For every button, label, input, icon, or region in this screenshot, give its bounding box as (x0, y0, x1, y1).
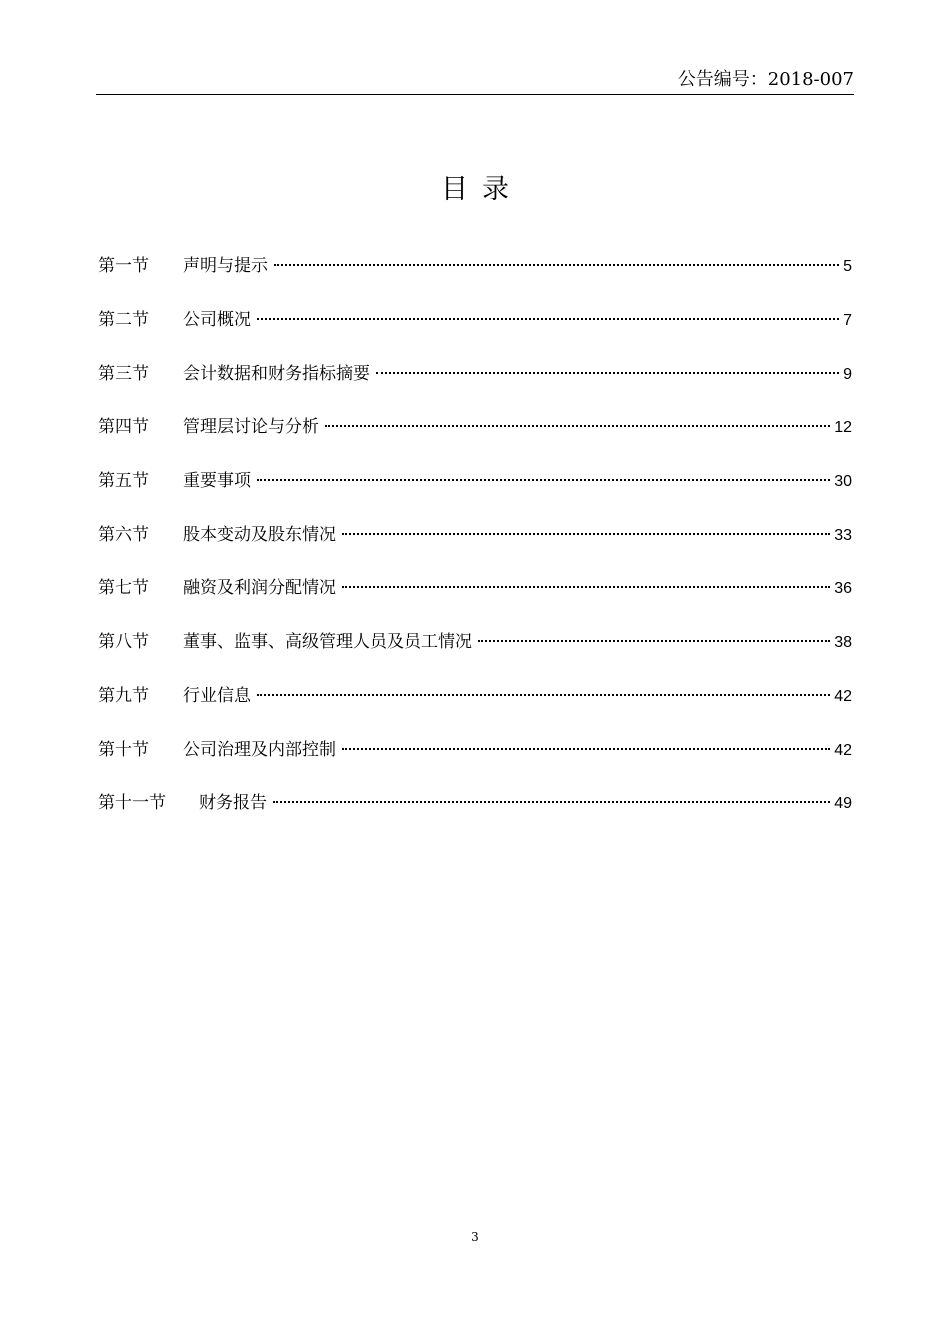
toc-item-2[interactable] (98, 294, 852, 348)
toc-page-number: 5 (843, 258, 852, 276)
toc-section-title: 财务报告 (199, 793, 267, 814)
toc-dot-leader (342, 533, 830, 535)
toc-section-number: 第二节 (98, 310, 149, 331)
toc-section-number: 第十一节 (98, 793, 166, 814)
toc-section-number: 第七节 (98, 578, 149, 599)
toc-item-4[interactable] (98, 401, 852, 455)
toc-page-number: 33 (834, 526, 852, 544)
toc-section-number: 第四节 (98, 417, 149, 438)
toc-section-title: 声明与提示 (183, 256, 268, 277)
toc-dot-leader (342, 586, 830, 588)
toc-title: 目录 (441, 174, 523, 205)
announcement-number: 公告编号：2018-007 (677, 69, 854, 90)
toc-item-11[interactable] (98, 777, 852, 831)
toc-section-title: 会计数据和财务指标摘要 (183, 363, 370, 384)
toc-dot-leader (273, 801, 830, 803)
toc-item-8[interactable] (98, 616, 852, 670)
toc-page-number: 42 (834, 687, 852, 705)
toc-dot-leader (376, 372, 839, 374)
toc-section-title: 重要事项 (183, 471, 251, 492)
page-number-footer: 3 (471, 1230, 479, 1244)
toc-page-number: 9 (843, 365, 852, 383)
toc-dot-leader (478, 640, 830, 642)
toc-section-number: 第五节 (98, 471, 149, 492)
toc-list (98, 240, 852, 831)
toc-page-number: 42 (834, 741, 852, 759)
toc-section-title: 公司概况 (183, 310, 251, 331)
toc-section-number: 第十节 (98, 739, 149, 760)
toc-dot-leader (325, 425, 830, 427)
toc-page-number: 30 (834, 473, 852, 491)
toc-item-9[interactable] (98, 670, 852, 724)
toc-page-number: 36 (834, 580, 852, 598)
toc-section-title: 管理层讨论与分析 (183, 417, 319, 438)
toc-section-title: 董事、监事、高级管理人员及员工情况 (183, 632, 472, 653)
toc-section-title: 股本变动及股东情况 (183, 524, 336, 545)
toc-item-3[interactable] (98, 347, 852, 401)
toc-section-title: 行业信息 (183, 685, 251, 706)
toc-dot-leader (257, 694, 830, 696)
toc-dot-leader (257, 318, 839, 320)
toc-section-number: 第九节 (98, 685, 149, 706)
toc-section-title: 公司治理及内部控制 (183, 739, 336, 760)
page-header (96, 68, 854, 95)
toc-item-10[interactable] (98, 723, 852, 777)
toc-item-6[interactable] (98, 508, 852, 562)
toc-item-1[interactable] (98, 240, 852, 294)
toc-item-5[interactable] (98, 455, 852, 509)
toc-dot-leader (274, 264, 839, 266)
toc-section-title: 融资及利润分配情况 (183, 578, 336, 599)
toc-page-number: 7 (843, 312, 852, 330)
toc-item-7[interactable] (98, 562, 852, 616)
toc-dot-leader (342, 748, 830, 750)
toc-page-number: 38 (834, 634, 852, 652)
toc-dot-leader (257, 479, 830, 481)
toc-section-number: 第八节 (98, 632, 149, 653)
toc-page-number: 49 (834, 795, 852, 813)
toc-page-number: 12 (834, 419, 852, 437)
toc-section-number: 第一节 (98, 256, 149, 277)
toc-section-number: 第三节 (98, 363, 149, 384)
toc-section-number: 第六节 (98, 524, 149, 545)
